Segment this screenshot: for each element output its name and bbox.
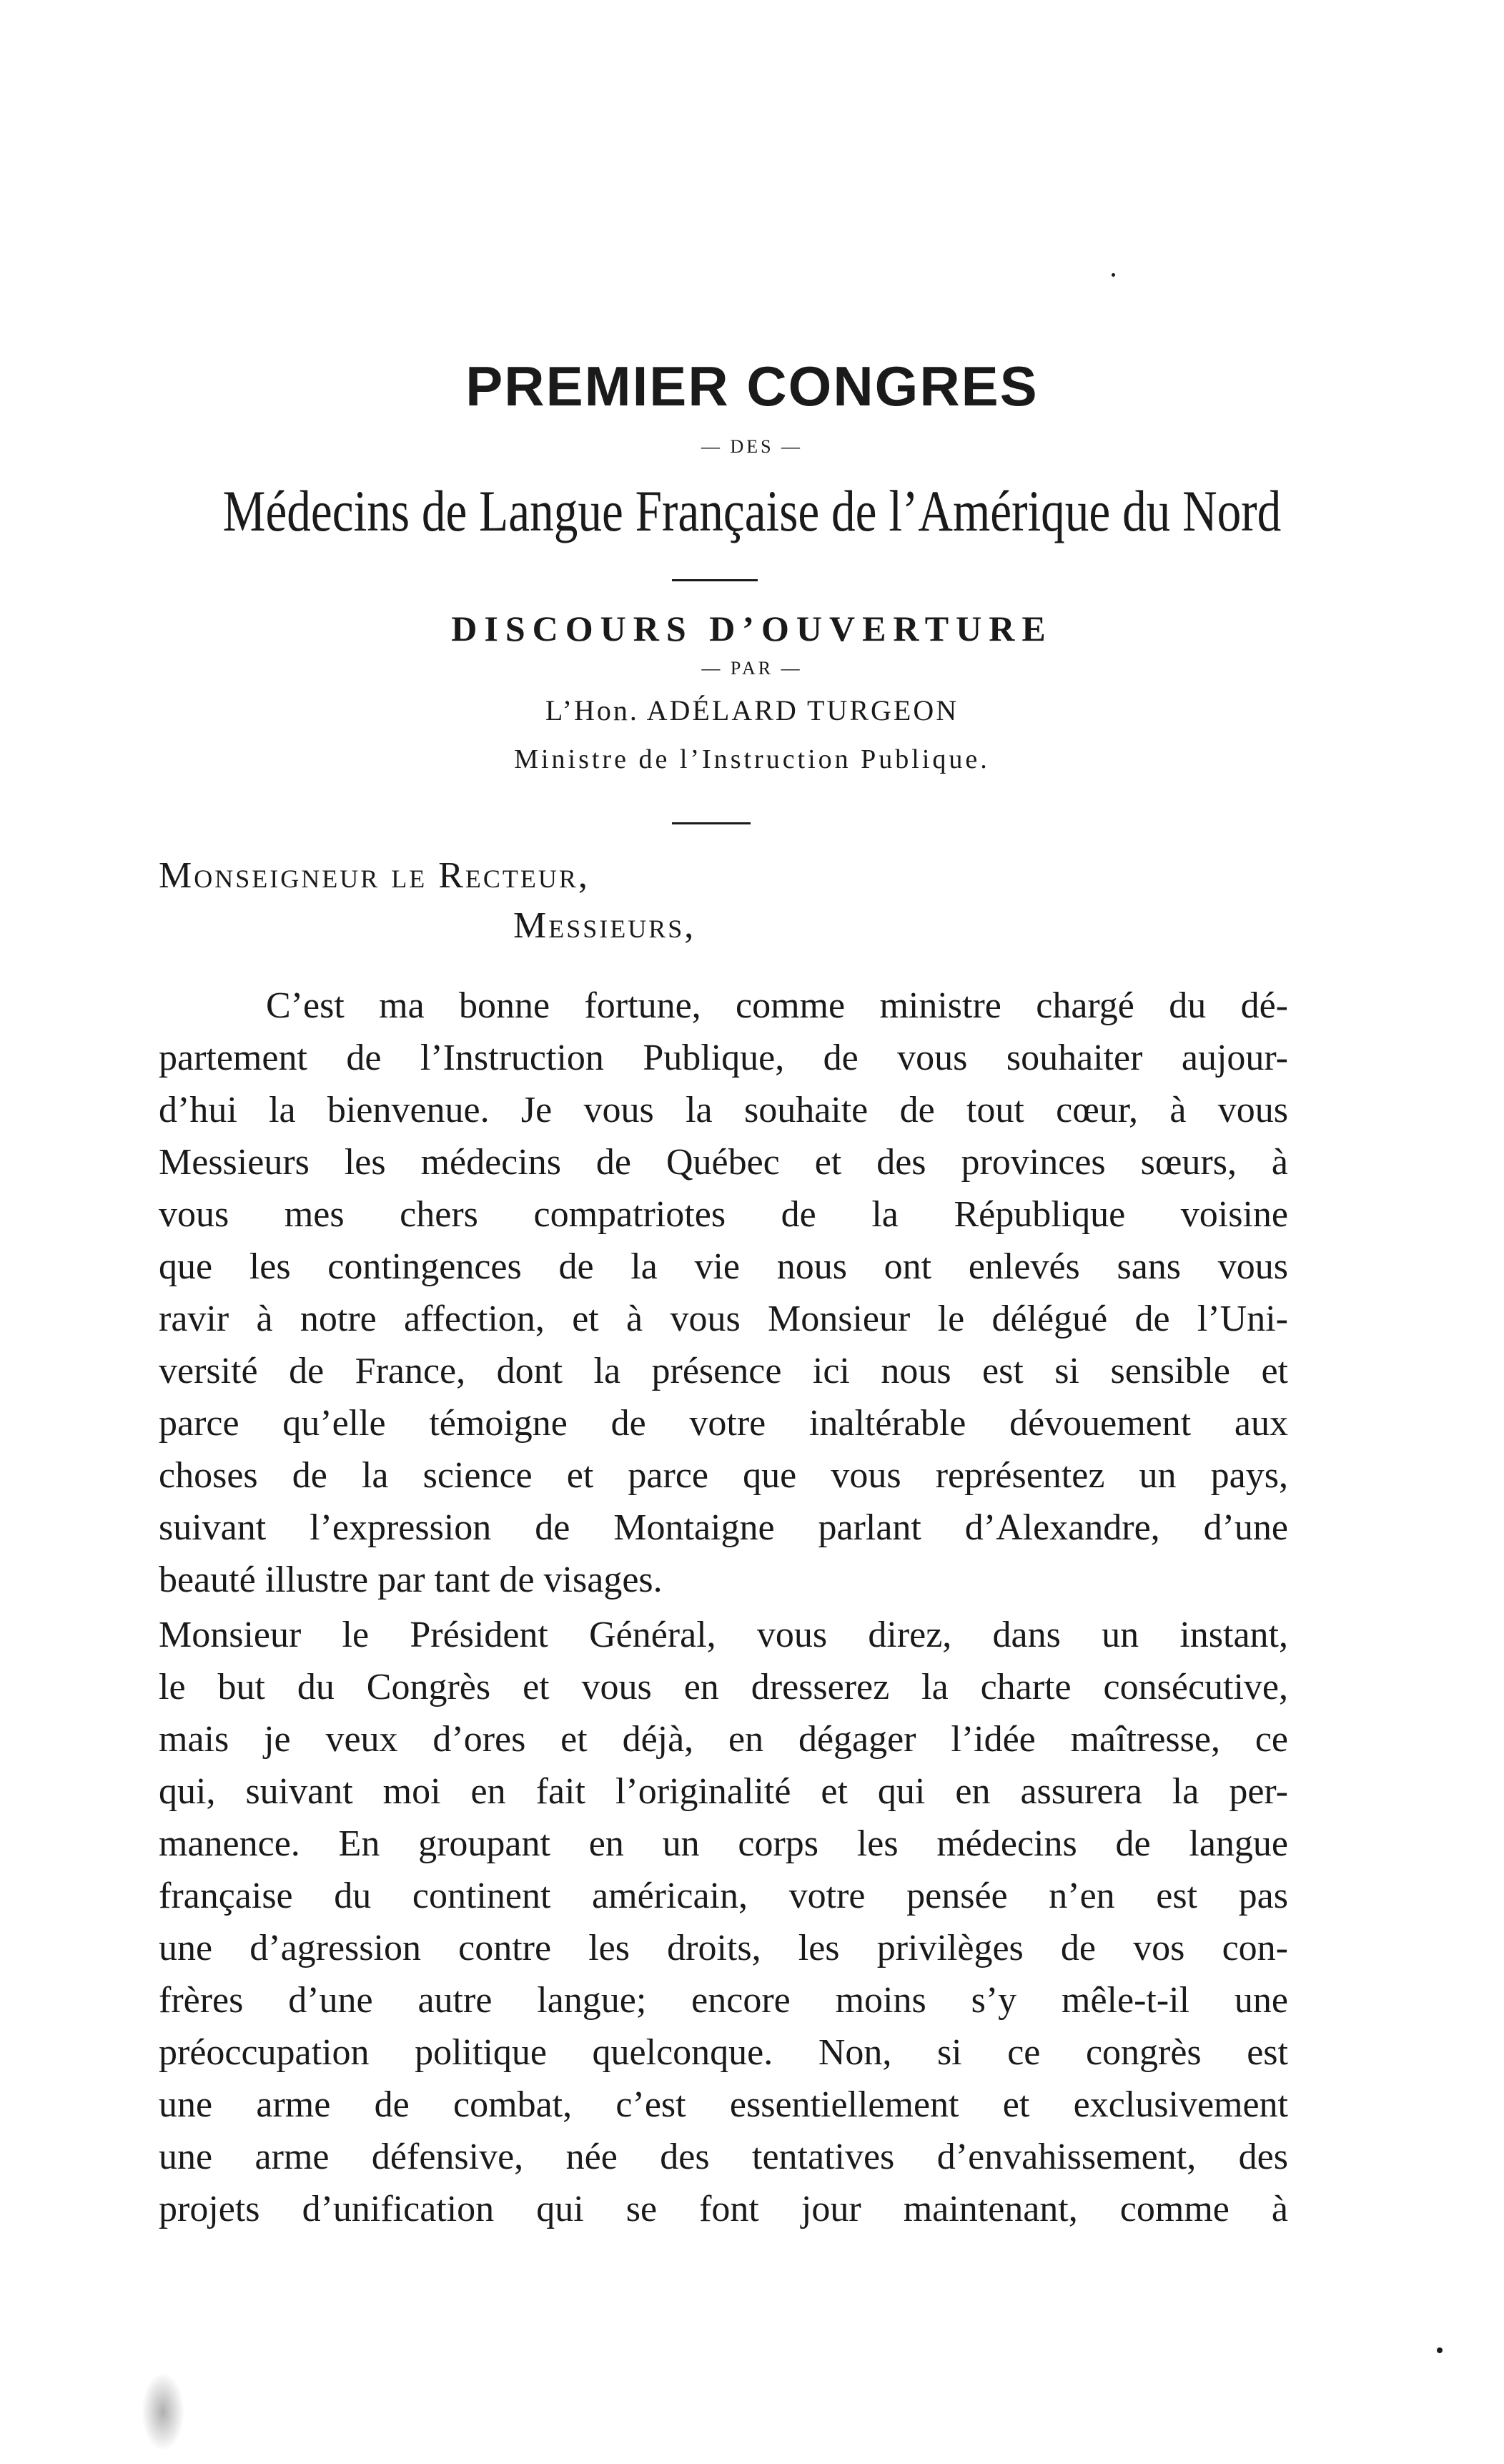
divider [672,822,751,824]
author-name: L’Hon. ADÉLARD TURGEON [545,694,959,726]
ink-speck [1112,273,1115,277]
text-line: Messieurs les médecins de Québec et des provinces sœurs, à [159,1142,1288,1183]
text-line: que les contingences de la vie nous ont enlevés sans vous [159,1246,1288,1287]
salutation-line-2: Messieurs, [513,905,696,946]
text-line: vous mes chers compatriotes de la République voisine [159,1194,1288,1235]
text-line: française du continent américain, votre pensée n’en est pas [159,1876,1288,1916]
page-title: PREMIER CONGRES [465,355,1039,418]
text-line: partement de l’Instruction Publique, de vous souhaiter aujour- [159,1038,1288,1078]
page-subtitle: Médecins de Langue Française de l’Amérique du Nord [222,478,1282,543]
text-line: projets d’unification qui se font jour maintenant, comme à [159,2189,1288,2229]
text-line: d’hui la bienvenue. Je vous la souhaite de tout cœur, à vous [159,1090,1288,1130]
text-line: manence. En groupant en un corps les médecins de langue [159,1823,1288,1864]
by-line-connector: — PAR — [701,658,803,679]
paragraph-2 [159,1609,1288,2235]
section-heading: DISCOURS D’OUVERTURE [451,608,1053,649]
divider [672,579,758,581]
text-line: mais je veux d’ores et déjà, en dégager l’idée maîtresse, ce [159,1719,1288,1760]
text-line: une arme de combat, c’est essentiellement et exclusivement [159,2084,1288,2125]
text-line: choses de la science et parce que vous représentez un pays, [159,1455,1288,1496]
text-line: le but du Congrès et vous en dresserez la charte consécutive, [159,1667,1288,1707]
scan-smudge [142,2372,184,2451]
ink-speck [1437,2347,1443,2353]
paragraph-1 [159,980,1288,1606]
title-connector: — DES — [701,436,803,457]
text-line: parce qu’elle témoigne de votre inaltérable dévouement aux [159,1403,1288,1444]
text-line: beauté illustre par tant de visages. [159,1559,663,1600]
text-line: Monsieur le Président Général, vous direz, dans un instant, [159,1615,1288,1655]
text-line: suivant l’expression de Montaigne parlant d’Alexandre, d’une [159,1507,1288,1548]
text-line: versité de France, dont la présence ici nous est si sensible et [159,1351,1288,1391]
text-line: une d’agression contre les droits, les privilèges de vos con- [159,1928,1288,1968]
text-line: une arme défensive, née des tentatives d’envahissement, des [159,2137,1288,2177]
text-line: ravir à notre affection, et à vous Monsieur le délégué de l’Uni- [159,1298,1288,1339]
salutation-line-1: Monseigneur le Recteur, [159,855,590,896]
text-line: C’est ma bonne fortune, comme ministre chargé du dé- [266,985,1288,1026]
author-role: Ministre de l’Instruction Publique. [514,744,990,774]
text-line: frères d’une autre langue; encore moins s’y mêle-t-il une [159,1980,1288,2021]
text-line: préoccupation politique quelconque. Non, si ce congrès est [159,2032,1288,2073]
text-line: qui, suivant moi en fait l’originalité et qui en assurera la per- [159,1771,1288,1812]
